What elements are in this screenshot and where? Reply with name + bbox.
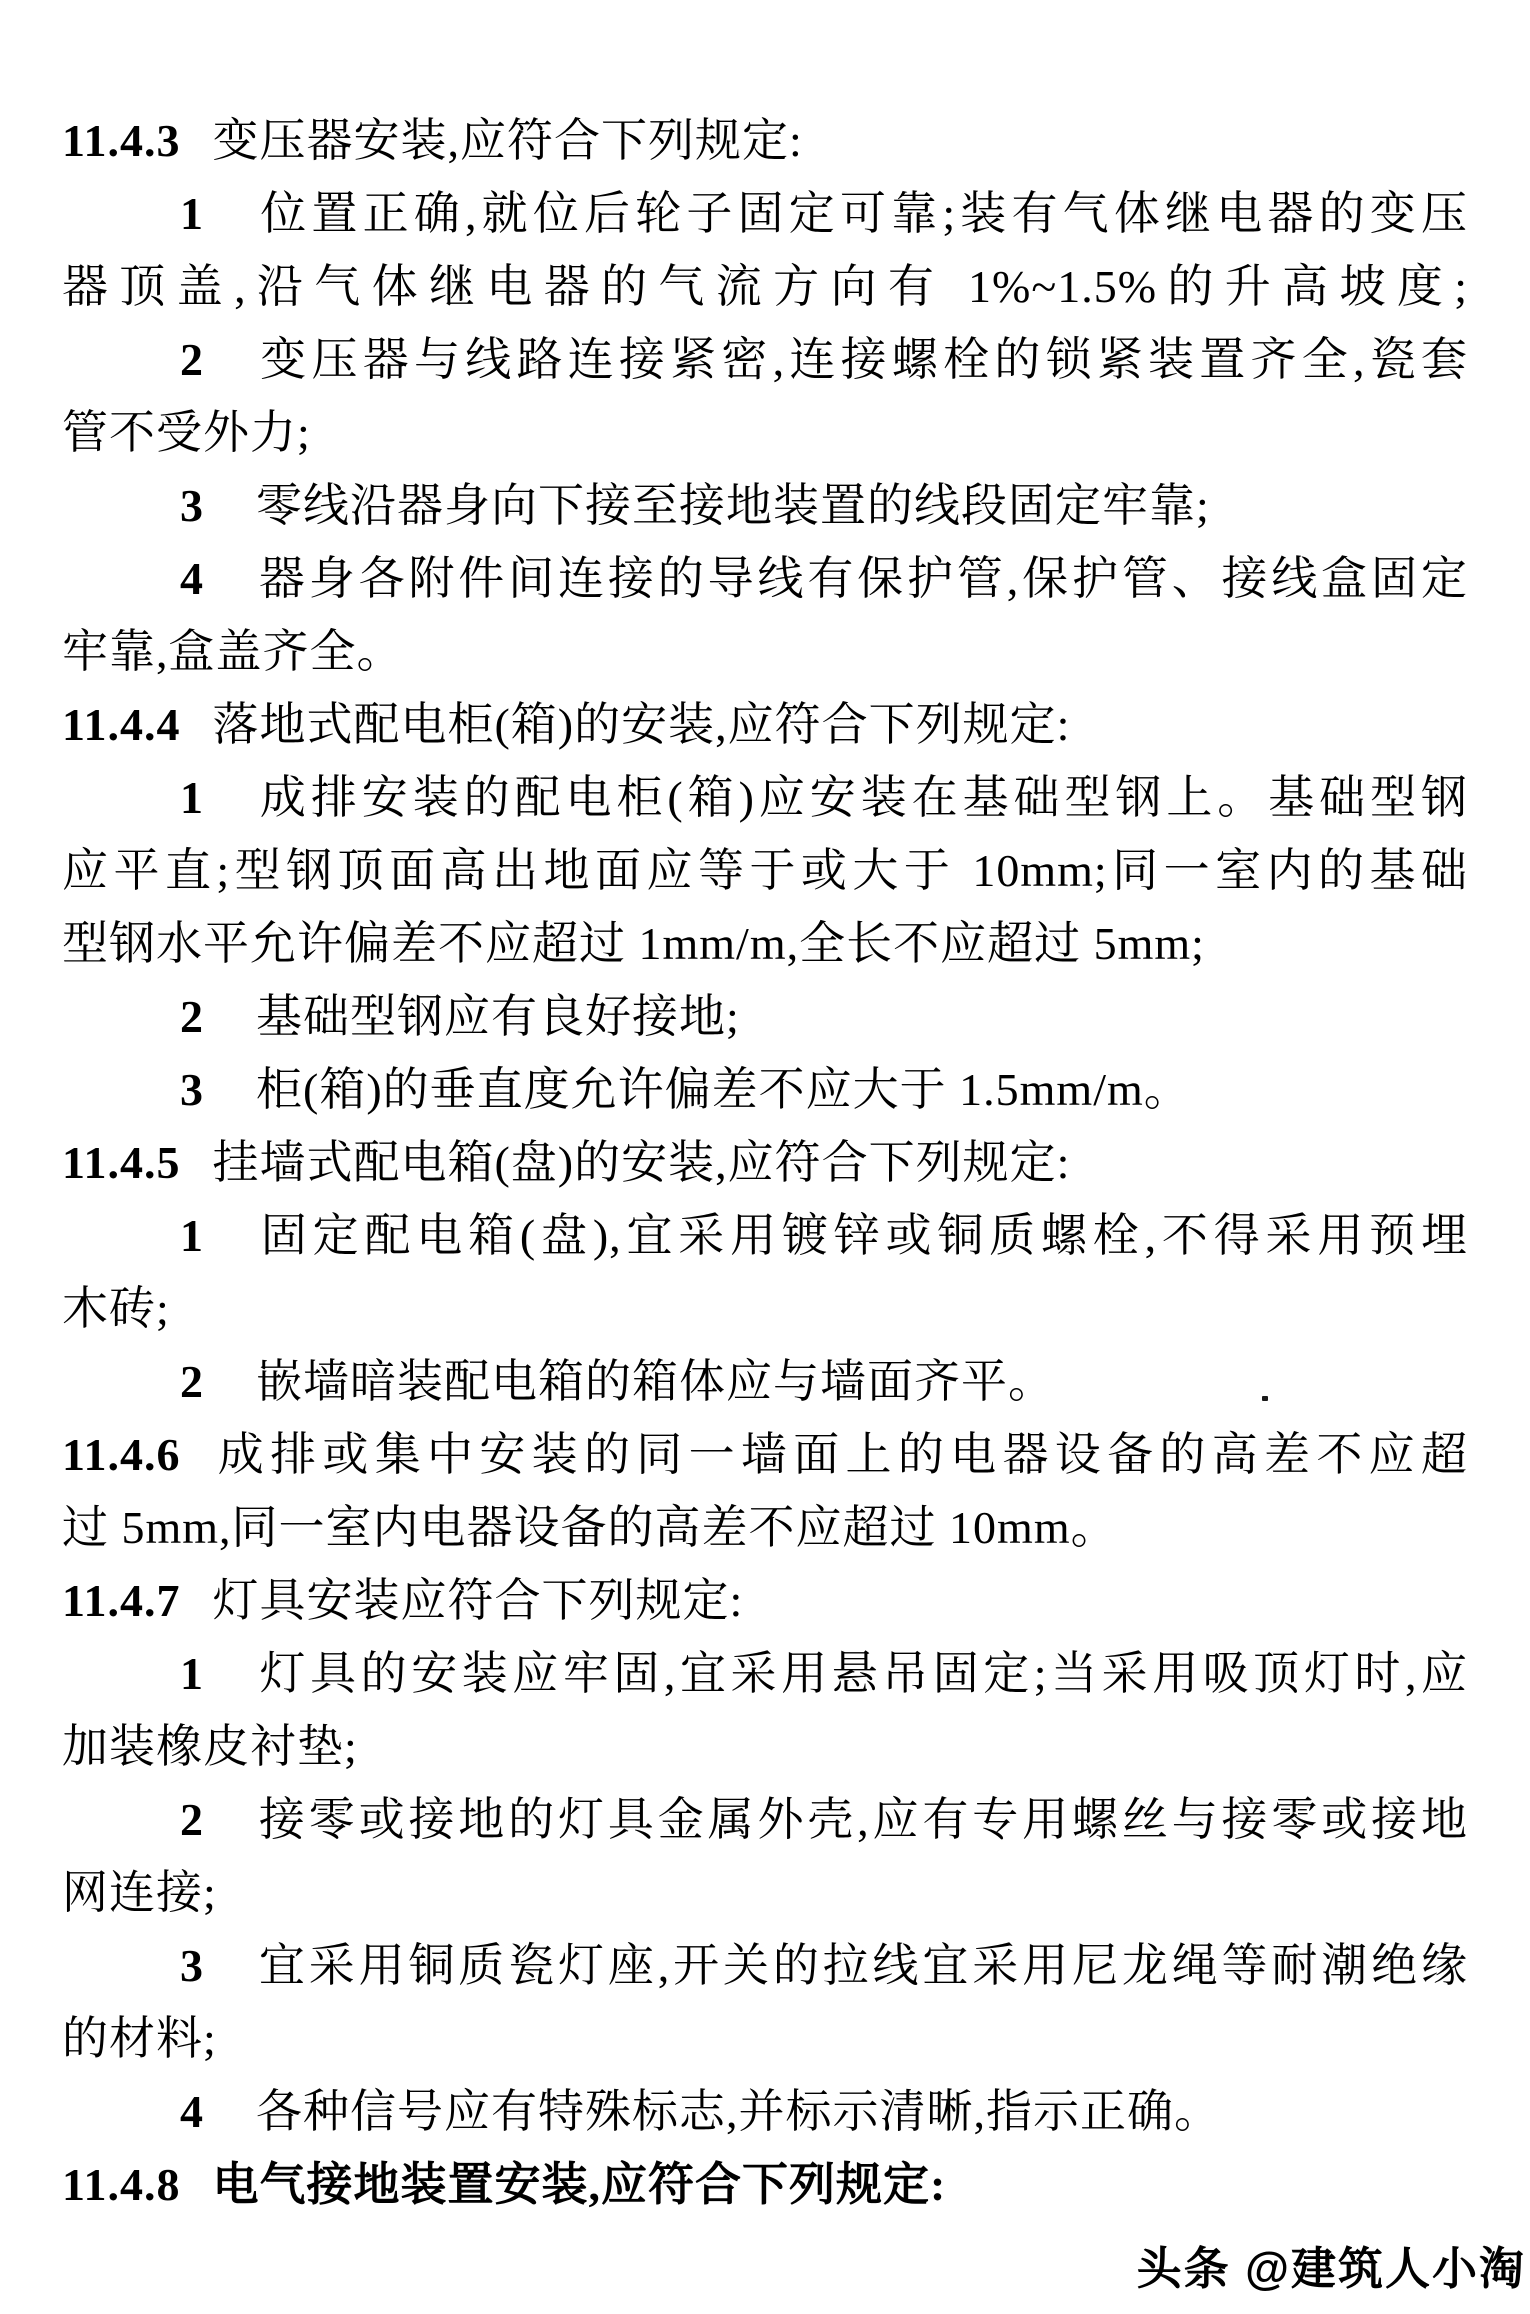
item-number: 2 xyxy=(180,334,204,385)
line-text: 木砖; xyxy=(62,1283,170,1334)
line-text: 灯具安装应符合下列规定: xyxy=(212,1575,744,1626)
line-text: 牢靠,盒盖齐全。 xyxy=(62,626,404,677)
section-number: 11.4.8 xyxy=(62,2159,181,2210)
clause-item xyxy=(62,980,1468,1053)
line-text: 成排或集中安装的同一墙面上的电器设备的高差不应超 xyxy=(212,1429,1468,1480)
section-number: 11.4.3 xyxy=(62,115,181,166)
continuation-line xyxy=(62,834,1468,907)
line-text: 落地式配电柜(箱)的安装,应符合下列规定: xyxy=(212,699,1071,750)
watermark: 头条 @建筑人小淘 xyxy=(1136,2243,1526,2294)
continuation-line xyxy=(62,1272,1468,1345)
item-number: 1 xyxy=(180,1210,204,1261)
clause-item xyxy=(62,469,1468,542)
line-text: 固定配电箱(盘),宜采用镀锌或铜质螺栓,不得采用预埋 xyxy=(256,1210,1468,1261)
line-text: 各种信号应有特殊标志,并标示清晰,指示正确。 xyxy=(256,2086,1221,2137)
clause-item xyxy=(62,177,1468,250)
line-text: 加装橡皮衬垫; xyxy=(62,1721,358,1772)
item-number: 4 xyxy=(180,553,204,604)
item-number: 1 xyxy=(180,772,204,823)
continuation-line xyxy=(62,2002,1468,2075)
item-number: 3 xyxy=(180,1064,204,1115)
item-number: 3 xyxy=(180,480,204,531)
continuation-line xyxy=(62,907,1468,980)
clause-item xyxy=(62,1929,1468,2002)
section-heading xyxy=(62,688,1468,761)
line-text: 零线沿器身向下接至接地装置的线段固定牢靠; xyxy=(256,480,1210,531)
section-heading xyxy=(62,1564,1468,1637)
continuation-line xyxy=(62,1491,1468,1564)
continuation-line xyxy=(62,1710,1468,1783)
line-text: 管不受外力; xyxy=(62,407,311,458)
line-text: 变压器安装,应符合下列规定: xyxy=(212,115,803,166)
line-text: 器顶盖,沿气体继电器的气流方向有 1%~1.5%的升高坡度; xyxy=(62,261,1468,312)
clause-item xyxy=(62,1345,1468,1418)
line-text: 成排安装的配电柜(箱)应安装在基础型钢上。基础型钢 xyxy=(256,772,1468,823)
section-number: 11.4.5 xyxy=(62,1137,181,1188)
item-number: 2 xyxy=(180,991,204,1042)
clause-item xyxy=(62,1053,1468,1126)
section-number: 11.4.7 xyxy=(62,1575,181,1626)
line-text: 过 5mm,同一室内电器设备的高差不应超过 10mm。 xyxy=(62,1502,1118,1553)
clause-item xyxy=(62,323,1468,396)
continuation-line xyxy=(62,1856,1468,1929)
item-number: 3 xyxy=(180,1940,204,1991)
line-text: 电气接地装置安装,应符合下列规定: xyxy=(212,2159,947,2210)
line-text: 器身各附件间连接的导线有保护管,保护管、接线盒固定 xyxy=(256,553,1468,604)
item-number: 4 xyxy=(180,2086,204,2137)
line-text: 宜采用铜质瓷灯座,开关的拉线宜采用尼龙绳等耐潮绝缘 xyxy=(256,1940,1468,1991)
line-text: 网连接; xyxy=(62,1867,217,1918)
clause-item xyxy=(62,1637,1468,1710)
section-heading xyxy=(62,2148,1468,2221)
clause-item xyxy=(62,1199,1468,1272)
line-text: 变压器与线路连接紧密,连接螺栓的锁紧装置齐全,瓷套 xyxy=(256,334,1468,385)
item-number: 2 xyxy=(180,1356,204,1407)
line-text: 灯具的安装应牢固,宜采用悬吊固定;当采用吸顶灯时,应 xyxy=(256,1648,1468,1699)
continuation-line xyxy=(62,250,1468,323)
scan-speck xyxy=(1262,1396,1268,1401)
line-text: 应平直;型钢顶面高出地面应等于或大于 10mm;同一室内的基础 xyxy=(62,845,1468,896)
line-text: 型钢水平允许偏差不应超过 1mm/m,全长不应超过 5mm; xyxy=(62,918,1205,969)
clause-item xyxy=(62,2075,1468,2148)
document-body xyxy=(62,104,1468,2221)
line-text: 嵌墙暗装配电箱的箱体应与墙面齐平。 xyxy=(256,1356,1055,1407)
section-number: 11.4.6 xyxy=(62,1429,181,1480)
line-text: 位置正确,就位后轮子固定可靠;装有气体继电器的变压 xyxy=(256,188,1468,239)
line-text: 柜(箱)的垂直度允许偏差不应大于 1.5mm/m。 xyxy=(256,1064,1191,1115)
item-number: 1 xyxy=(180,1648,204,1699)
item-number: 2 xyxy=(180,1794,204,1845)
clause-item xyxy=(62,542,1468,615)
clause-item xyxy=(62,1783,1468,1856)
line-text: 基础型钢应有良好接地; xyxy=(256,991,740,1042)
section-heading xyxy=(62,1418,1468,1491)
item-number: 1 xyxy=(180,188,204,239)
section-heading xyxy=(62,1126,1468,1199)
clause-item xyxy=(62,761,1468,834)
section-number: 11.4.4 xyxy=(62,699,181,750)
line-text: 接零或接地的灯具金属外壳,应有专用螺丝与接零或接地 xyxy=(256,1794,1468,1845)
continuation-line xyxy=(62,615,1468,688)
section-heading xyxy=(62,104,1468,177)
continuation-line xyxy=(62,396,1468,469)
line-text: 挂墙式配电箱(盘)的安装,应符合下列规定: xyxy=(212,1137,1071,1188)
line-text: 的材料; xyxy=(62,2013,217,2064)
